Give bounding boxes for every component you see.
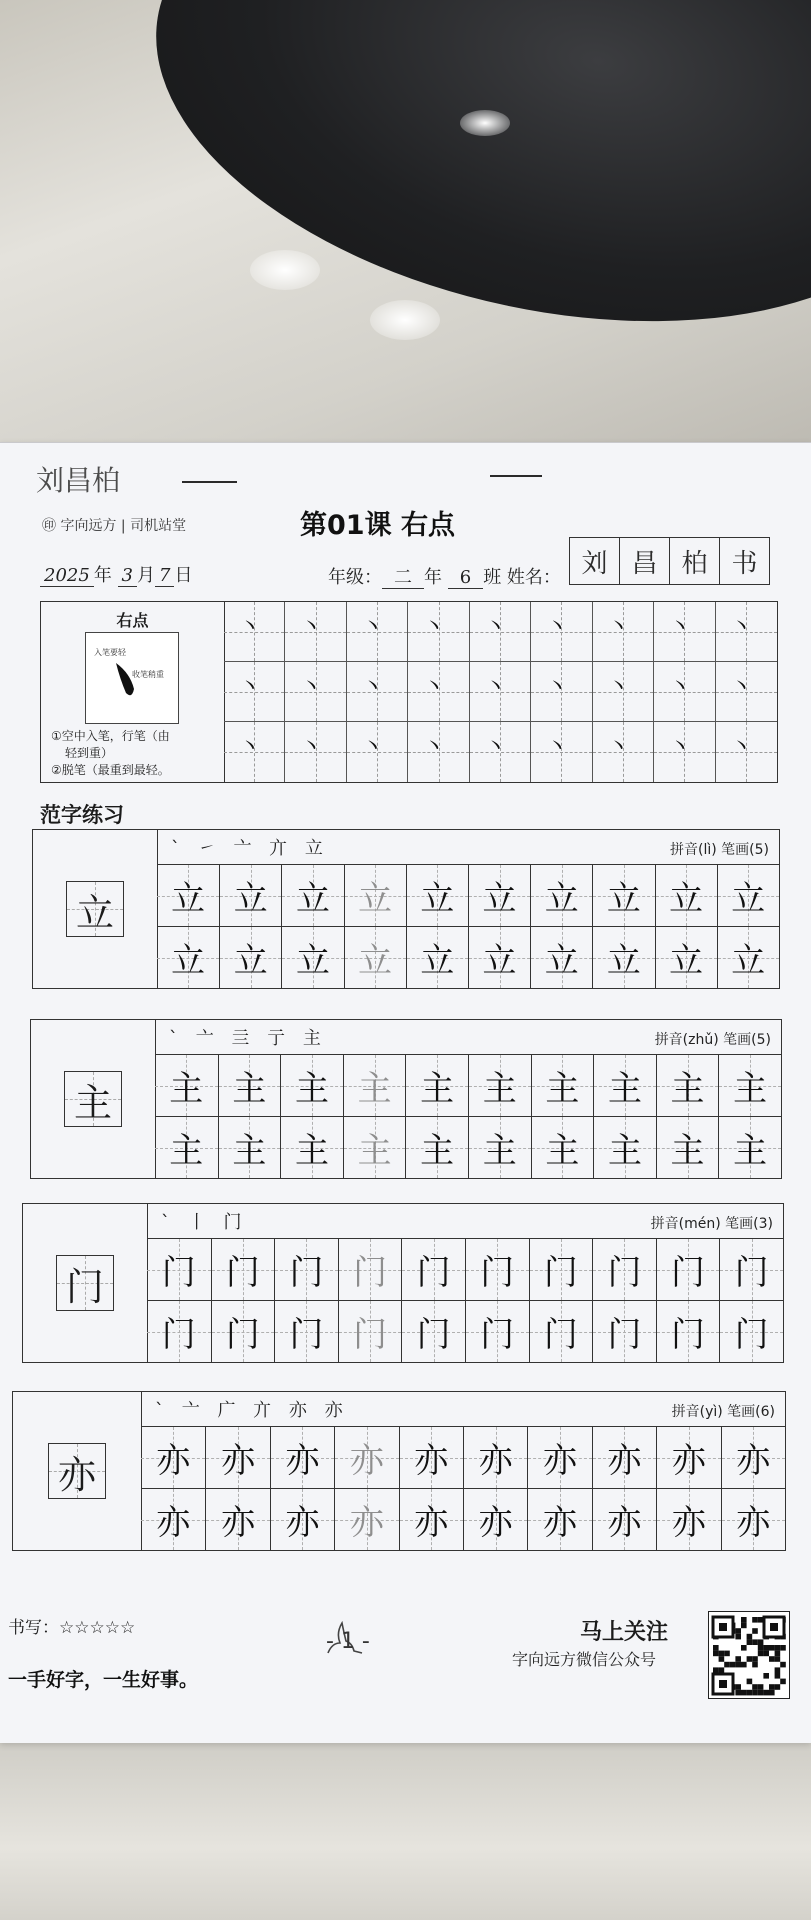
written-character: 亦: [414, 1503, 449, 1543]
model-character: [48, 1443, 106, 1499]
practice-cell: [274, 1300, 338, 1362]
written-character: 立: [544, 941, 579, 981]
practice-cell: [718, 1116, 781, 1178]
written-character: 亦: [349, 1503, 384, 1543]
written-character: 门: [353, 1315, 388, 1355]
written-character: 立: [731, 941, 766, 981]
diagram-label: 入笔要轻: [94, 648, 126, 657]
written-character: 主: [607, 1131, 642, 1171]
right-dot-mark: 丶: [361, 735, 384, 760]
written-character: 亦: [221, 1503, 256, 1543]
written-character: 主: [420, 1069, 455, 1109]
practice-cell: [592, 1426, 656, 1488]
written-character: 亦: [156, 1441, 191, 1481]
written-character: 亦: [543, 1441, 578, 1481]
stroke-intro-info: [41, 602, 225, 782]
stroke-note: ①空中入笔，行笔（由: [51, 729, 170, 743]
pinyin-stroke-count: 拼音(lì) 笔画(5): [670, 842, 769, 858]
written-character: 亦: [607, 1503, 642, 1543]
practice-cell: [656, 1488, 720, 1550]
practice-cell: [141, 1488, 205, 1550]
written-character: 门: [607, 1315, 642, 1355]
practice-cell: [270, 1488, 334, 1550]
practice-cell: [465, 1300, 529, 1362]
written-character: 门: [543, 1253, 578, 1293]
grid-cell: [716, 602, 777, 662]
practice-cell: [281, 864, 343, 926]
qr-code-icon: [708, 1611, 790, 1699]
light-reflection: [370, 300, 440, 340]
practice-cell: [718, 1054, 781, 1116]
desk-background-bottom: [0, 1740, 811, 1920]
practice-cell: [656, 1300, 720, 1362]
practice-cell: [155, 1054, 218, 1116]
written-character: 主: [357, 1131, 392, 1171]
written-character: 门: [671, 1253, 706, 1293]
practice-cell: [530, 926, 592, 988]
grid-cell: [347, 602, 408, 662]
right-dot-mark: 丶: [238, 675, 261, 700]
practice-cell: [530, 864, 592, 926]
written-character: 亦: [736, 1503, 771, 1543]
grid-cell: [531, 602, 592, 662]
practice-cell: [147, 1238, 211, 1300]
handwritten-name: 刘昌柏: [36, 464, 121, 497]
grid-cell: [408, 602, 469, 662]
written-character: 亦: [156, 1503, 191, 1543]
written-character: 立: [669, 941, 704, 981]
written-character: 门: [416, 1315, 451, 1355]
practice-cell: [656, 1426, 720, 1488]
practice-cell: [155, 1116, 218, 1178]
practice-row: [141, 1426, 785, 1488]
handwritten-dash: [182, 481, 237, 483]
written-character: 主: [169, 1069, 204, 1109]
practice-cell: [721, 1426, 785, 1488]
written-character: 主: [232, 1131, 267, 1171]
practice-cell: [274, 1238, 338, 1300]
grid-cell: [224, 602, 285, 662]
practice-cell: [717, 864, 779, 926]
model-panel: [13, 1392, 142, 1550]
practice-cell: [334, 1426, 398, 1488]
practice-cell: [531, 1054, 594, 1116]
practice-cell: [656, 1054, 719, 1116]
motto: 一手好字，一生好事。: [8, 1669, 199, 1691]
written-character: 门: [480, 1315, 515, 1355]
practice-cell: [280, 1054, 343, 1116]
practice-row: [155, 1116, 781, 1178]
model-character: [66, 881, 124, 937]
written-character: 立: [544, 879, 579, 919]
name-char-box: 书: [719, 537, 770, 585]
written-character: 立: [606, 941, 641, 981]
lesson-title: 第01课 右点: [300, 510, 455, 541]
written-character: 主: [733, 1131, 768, 1171]
light-reflection: [250, 250, 320, 290]
follow-title: 马上关注: [580, 1620, 669, 1645]
right-dot-mark: 丶: [730, 735, 753, 760]
written-character: 立: [482, 879, 517, 919]
practice-cell: [205, 1426, 269, 1488]
stroke-intro-panel: [40, 601, 778, 783]
practice-cell: [468, 864, 530, 926]
class-value: 6: [448, 567, 483, 589]
practice-cell: [719, 1238, 783, 1300]
grid-cell: [470, 722, 531, 782]
written-character: 主: [232, 1069, 267, 1109]
brand-logo: ㊞ 字向远方 | 司机站堂: [42, 518, 187, 534]
written-character: 门: [225, 1253, 260, 1293]
right-dot-mark: 丶: [668, 615, 691, 640]
practice-cell: [211, 1300, 275, 1362]
practice-cell: [218, 1054, 281, 1116]
name-char-box: 柏: [669, 537, 720, 585]
practice-cell: [406, 864, 468, 926]
grid-cell: [224, 722, 285, 782]
right-dot-mark: 丶: [484, 615, 507, 640]
written-character: 亦: [285, 1441, 320, 1481]
practice-cell: [401, 1238, 465, 1300]
written-character: 主: [670, 1069, 705, 1109]
right-dot-mark: 丶: [361, 675, 384, 700]
written-character: 门: [353, 1253, 388, 1293]
written-character: 立: [606, 879, 641, 919]
written-character: 门: [289, 1315, 324, 1355]
right-dot-mark: 丶: [545, 735, 568, 760]
written-character: 门: [734, 1253, 769, 1293]
practice-cell: [721, 1488, 785, 1550]
written-character: 门: [607, 1253, 642, 1293]
written-character: 立: [482, 941, 517, 981]
right-dot-mark: 丶: [545, 615, 568, 640]
right-dot-mark: 丶: [361, 615, 384, 640]
name-char-box: 刘: [569, 537, 620, 585]
model-character: [56, 1255, 114, 1311]
grid-cell: [716, 722, 777, 782]
written-character: 立: [295, 879, 330, 919]
stroke-note: ②脱笔（最重到最轻。: [51, 763, 170, 777]
written-character: 主: [294, 1069, 329, 1109]
practice-row: [157, 926, 779, 988]
practice-cell: [405, 1054, 468, 1116]
grade-value: 二: [382, 567, 424, 589]
practice-cell: [405, 1116, 468, 1178]
written-character: 主: [169, 1131, 204, 1171]
written-character: 门: [734, 1315, 769, 1355]
grid-cell: [347, 722, 408, 782]
date-year: 2025: [40, 565, 94, 587]
grid-cell: [531, 722, 592, 782]
stroke-order: ` 亠 广 亣 亦 亦: [155, 1400, 349, 1421]
right-dot-mark: 丶: [300, 735, 323, 760]
practice-cell: [334, 1488, 398, 1550]
grid-cell: [531, 662, 592, 722]
practice-row: [147, 1300, 783, 1362]
written-character: 主: [482, 1069, 517, 1109]
model-panel: [23, 1204, 148, 1362]
page-number: - 1 -: [326, 1629, 370, 1654]
follow-subtitle: 字向远方微信公众号: [512, 1650, 657, 1669]
model-char-text: 主: [73, 1080, 112, 1125]
pinyin-stroke-count: 拼音(mén) 笔画(3): [650, 1216, 773, 1232]
grid-cell: [285, 662, 346, 722]
written-character: 立: [358, 879, 393, 919]
practice-row: [157, 864, 779, 926]
practice-cell: [592, 1488, 656, 1550]
grid-cell: [654, 602, 715, 662]
written-character: 立: [420, 879, 455, 919]
grid-cell: [408, 722, 469, 782]
written-character: 主: [420, 1131, 455, 1171]
written-character: 门: [225, 1315, 260, 1355]
written-character: 主: [670, 1131, 705, 1171]
written-character: 主: [733, 1069, 768, 1109]
written-character: 门: [289, 1253, 324, 1293]
practice-cell: [592, 1238, 656, 1300]
written-character: 主: [357, 1069, 392, 1109]
written-character: 立: [731, 879, 766, 919]
practice-cell: [656, 1238, 720, 1300]
practice-cell: [463, 1488, 527, 1550]
grid-cell: [470, 602, 531, 662]
date-day: 7: [155, 565, 174, 587]
written-character: 立: [420, 941, 455, 981]
written-character: 主: [545, 1131, 580, 1171]
stroke-note: 轻到重）: [65, 746, 114, 760]
practice-cell: [463, 1426, 527, 1488]
written-character: 门: [161, 1315, 196, 1355]
practice-cell: [655, 864, 717, 926]
practice-cell: [529, 1300, 593, 1362]
practice-cell: [465, 1238, 529, 1300]
written-character: 门: [671, 1315, 706, 1355]
grid-cell: [470, 662, 531, 722]
stroke-intro-title: 右点: [116, 611, 149, 630]
practice-row: [155, 1054, 781, 1116]
practice-cell: [280, 1116, 343, 1178]
grid-cell: [285, 602, 346, 662]
written-character: 亦: [414, 1441, 449, 1481]
right-dot-mark: 丶: [423, 615, 446, 640]
practice-cell: [468, 1116, 531, 1178]
practice-cell: [205, 1488, 269, 1550]
practice-cell: [338, 1238, 402, 1300]
practice-cell: [592, 864, 654, 926]
written-character: 亦: [671, 1441, 706, 1481]
practice-row: [141, 1488, 785, 1550]
grid-cell: [654, 662, 715, 722]
worksheet: [0, 442, 811, 1743]
light-reflection: [460, 110, 510, 136]
grid-cell: [347, 662, 408, 722]
grid-cell: [593, 662, 654, 722]
right-dot-mark: 丶: [423, 675, 446, 700]
grid-cell: [654, 722, 715, 782]
written-character: 立: [233, 879, 268, 919]
right-dot-mark: 丶: [730, 675, 753, 700]
grid-cell: [593, 722, 654, 782]
practice-cell: [270, 1426, 334, 1488]
right-dot-mark: 丶: [238, 615, 261, 640]
practice-cell: [211, 1238, 275, 1300]
right-dot-mark: 丶: [300, 675, 323, 700]
practice-cell: [468, 926, 530, 988]
written-character: 亦: [285, 1503, 320, 1543]
diagram-label: 收笔稍重: [132, 670, 164, 679]
practice-cell: [343, 1116, 406, 1178]
written-character: 主: [294, 1131, 329, 1171]
stroke-practice-grid: [224, 602, 777, 782]
date-field: 2025 年 3 月 7 日: [40, 561, 192, 587]
written-character: 门: [161, 1253, 196, 1293]
model-character: [64, 1071, 122, 1127]
practice-cell: [344, 864, 406, 926]
written-character: 亦: [671, 1503, 706, 1543]
handwritten-dash: [490, 475, 542, 477]
right-dot-mark: 丶: [668, 675, 691, 700]
practice-row: [147, 1238, 783, 1300]
written-character: 亦: [349, 1441, 384, 1481]
right-dot-mark: 丶: [607, 675, 630, 700]
practice-cell: [592, 1300, 656, 1362]
right-dot-mark: 丶: [730, 615, 753, 640]
model-char-text: 立: [75, 890, 114, 935]
rating-stars: 书写：☆☆☆☆☆: [8, 1618, 136, 1638]
written-character: 主: [482, 1131, 517, 1171]
practice-cell: [157, 926, 219, 988]
date-month: 3: [118, 565, 137, 587]
pinyin-stroke-count: 拼音(yì) 笔画(6): [671, 1404, 775, 1420]
written-character: 亦: [221, 1441, 256, 1481]
written-character: 立: [171, 879, 206, 919]
right-dot-mark: 丶: [238, 735, 261, 760]
grid-cell: [285, 722, 346, 782]
grade-field: 年级： 二 年 6 班 姓名：: [328, 567, 561, 588]
practice-cell: [157, 864, 219, 926]
written-character: 门: [480, 1253, 515, 1293]
written-character: 亦: [478, 1441, 513, 1481]
practice-cell: [527, 1426, 591, 1488]
practice-cell: [219, 926, 281, 988]
stroke-order: ` ㇀ 亠 亣 立: [171, 838, 329, 859]
written-character: 亦: [736, 1441, 771, 1481]
practice-cell: [655, 926, 717, 988]
practice-cell: [218, 1116, 281, 1178]
written-character: 门: [416, 1253, 451, 1293]
practice-cell: [281, 926, 343, 988]
right-dot-mark: 丶: [300, 615, 323, 640]
practice-block: [32, 829, 780, 989]
practice-block: [22, 1203, 784, 1363]
written-character: 立: [669, 879, 704, 919]
practice-block: [30, 1019, 782, 1179]
practice-cell: [717, 926, 779, 988]
practice-cell: [399, 1426, 463, 1488]
practice-cell: [529, 1238, 593, 1300]
right-dot-mark: 丶: [484, 735, 507, 760]
practice-cell: [593, 1116, 656, 1178]
practice-cell: [147, 1300, 211, 1362]
right-dot-mark: 丶: [423, 735, 446, 760]
grid-cell: [593, 602, 654, 662]
written-character: 门: [543, 1315, 578, 1355]
practice-cell: [399, 1488, 463, 1550]
stroke-order: ` 丨 门: [161, 1212, 248, 1233]
section-title: 范字练习: [40, 803, 124, 827]
written-character: 亦: [478, 1503, 513, 1543]
written-character: 立: [295, 941, 330, 981]
practice-cell: [344, 926, 406, 988]
written-character: 亦: [607, 1441, 642, 1481]
practice-cell: [593, 1054, 656, 1116]
model-panel: [31, 1020, 156, 1178]
practice-cell: [527, 1488, 591, 1550]
right-dot-mark: 丶: [607, 735, 630, 760]
right-dot-mark: 丶: [545, 675, 568, 700]
right-dot-mark: 丶: [668, 735, 691, 760]
practice-block: [12, 1391, 786, 1551]
written-character: 亦: [543, 1503, 578, 1543]
practice-cell: [343, 1054, 406, 1116]
right-dot-mark: 丶: [607, 615, 630, 640]
practice-cell: [531, 1116, 594, 1178]
name-char-box: 昌: [619, 537, 670, 585]
practice-cell: [401, 1300, 465, 1362]
model-panel: [33, 830, 158, 988]
name-boxes: [570, 537, 770, 585]
practice-cell: [141, 1426, 205, 1488]
written-character: 立: [233, 941, 268, 981]
practice-cell: [406, 926, 468, 988]
stroke-order: ` 亠 亖 亍 主: [169, 1028, 327, 1049]
written-character: 主: [545, 1069, 580, 1109]
practice-cell: [219, 864, 281, 926]
practice-cell: [468, 1054, 531, 1116]
written-character: 立: [171, 941, 206, 981]
practice-cell: [656, 1116, 719, 1178]
written-character: 主: [607, 1069, 642, 1109]
model-char-text: 亦: [57, 1452, 96, 1497]
practice-cell: [338, 1300, 402, 1362]
written-character: 立: [358, 941, 393, 981]
model-char-text: 门: [65, 1264, 104, 1309]
practice-cell: [719, 1300, 783, 1362]
grid-cell: [716, 662, 777, 722]
right-dot-mark: 丶: [484, 675, 507, 700]
grid-cell: [408, 662, 469, 722]
grid-cell: [224, 662, 285, 722]
stroke-diagram: [85, 632, 179, 724]
pinyin-stroke-count: 拼音(zhǔ) 笔画(5): [654, 1032, 771, 1048]
practice-cell: [592, 926, 654, 988]
